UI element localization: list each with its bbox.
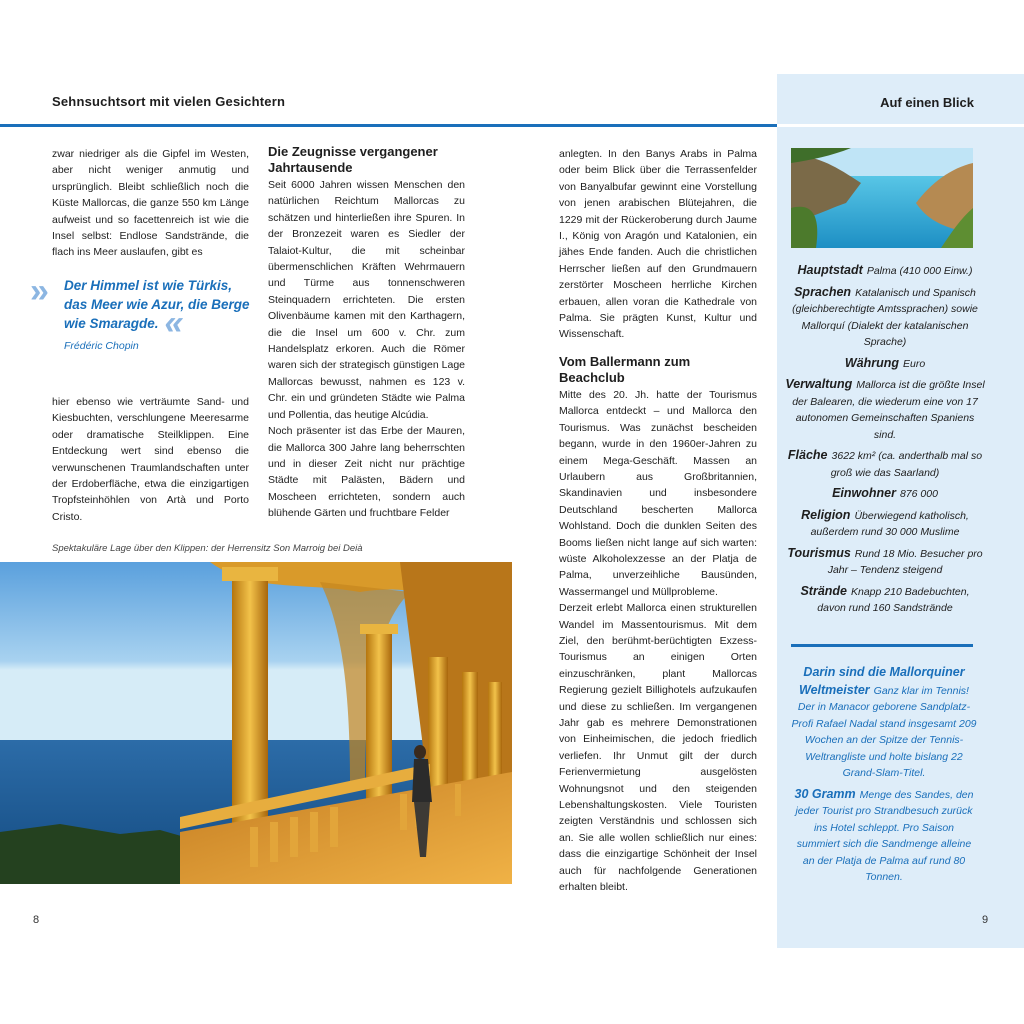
terrace-photo: [0, 562, 512, 884]
column-1-top: [52, 146, 249, 261]
fact-term: Strände: [800, 583, 847, 598]
fact-term: Tourismus: [787, 545, 851, 560]
body-paragraph: anlegten. In den Banys Arabs in Palma oder beim Blick über die Terrassenfelder von Banyalbufar gewinnt eine Vorstellung von jenen arabischen Blütejahren, die 1229 mit der Rückeroberung durch Jaume I., König von Aragón und Katalonien, ein jähes Ende fanden. Auch die christlichen Herrscher ließen auf den Grundmauern zerstörter Moscheen herrliche Kirchen erbauen, allen voran die Kathedrale von Palma. Sie prägten Kunst, Kultur und Wissenschaft.: [559, 148, 757, 341]
body-paragraph: zwar niedriger als die Gipfel im Westen, aber nicht weniger anmutig und ursprünglich. Bleibt schließlich noch die Küste Mallorcas, die ganze 550 km Länge aufweist und so facettenreich ist wie die Insel selbst: Endlose Sandstrände, die flach ins Meer auslaufen, gibt es: [52, 148, 249, 259]
fact-term: Religion: [801, 507, 851, 522]
fact-text: Palma (410 000 Einw.): [866, 265, 973, 277]
bay-photo: [791, 148, 973, 248]
page-header-right: Auf einen Blick: [880, 95, 974, 110]
fact-text: Rund 18 Mio. Besucher pro Jahr – Tendenz steigend: [827, 547, 983, 576]
sidebar-header-rule: [777, 124, 1024, 127]
fact-item: [785, 284, 985, 351]
quote-open-mark: »: [30, 272, 43, 310]
section-heading: Die Zeugnisse vergangener Jahrtausende: [268, 144, 438, 175]
fact-item: [785, 447, 985, 481]
fact-text: Mallorca ist die größte Insel der Balearen, die wiederum eine von 17 autonomen Gemeinschaften Spaniens sind.: [792, 379, 985, 441]
fact-item: [785, 485, 985, 503]
page-number-right: 9: [982, 914, 989, 926]
fact-item: [785, 262, 985, 280]
fact-item: [785, 507, 985, 541]
body-paragraph: Derzeit erlebt Mallorca einen strukturellen Wandel im Massentourismus. Mit dem Ziel, den berühmt-berüchtigten Exzess-Tourismus an einigen Orten einzuschränken, plant Mallorcas Regierung gezielt Billighotels aufzukaufen und diese zu schließen. Im vergangenen Jahr gab es mehrere Demonstrationen von Einheimischen, die jedoch friedlich verliefen. Ihr Unmut gilt der durch Ferienvermietung ausgelösten Wohnungsnot und den steigenden Lebenshaltungskosten. Viele Touristen zeigten Verständnis und schlossen sich an. Sie alle wollen schließlich nur eines: dass die einzigartige Schönheit der Insel auch für nachfolgende Generationen erhalten bleibt.: [559, 602, 757, 894]
fact-item: [785, 583, 985, 617]
body-paragraph: hier ebenso wie verträumte Sand- und Kiesbuchten, verschlungene Meeresarme oder dramatische Steilklippen. Eine Entdeckung wert sind ebenso die verwunschenen Traumlandschaften unter der Erdoberfläche, etwa die einzigartigen Tropfsteinhöhlen von Artà und Porto Cristo.: [52, 396, 249, 523]
fact-term: Währung: [844, 355, 899, 370]
fact-item: [785, 355, 985, 373]
bonus-facts: [791, 664, 977, 890]
quote-text: Der Himmel ist wie Türkis, das Meer wie Azur, die Berge wie Smaragde.: [64, 278, 250, 331]
quote-author: Frédéric Chopin: [64, 340, 139, 352]
quote-text-block: [64, 276, 250, 342]
bonus-text: Ganz klar im Tennis! Der in Manacor geborene Sandplatz-Profi Rafael Nadal stand insgesamt 209 Wochen an der Spitze der Tennis-Weltrangliste und holte bislang 22 Grand-Slam-Titel.: [791, 684, 977, 779]
fact-term: Verwaltung: [785, 377, 853, 391]
fact-text: Euro: [902, 357, 926, 370]
body-paragraph: Noch präsenter ist das Erbe der Mauren, die Mallorca 300 Jahre lang beherrschten und in dieser Zeit nicht nur prächtige Städte mit Palästen, Bädern und Moscheen errichteten, sondern auch blühende Gärten und fruchtbare Felder: [268, 425, 465, 520]
fact-term: Hauptstadt: [797, 263, 863, 277]
quote-close-mark: «: [164, 304, 178, 342]
column-2: [268, 144, 465, 522]
fact-term: Fläche: [787, 448, 828, 462]
bonus-term: 30 Gramm: [794, 786, 856, 801]
facts-list: [785, 262, 985, 621]
bonus-term: Darin sind die Mallorquiner Weltmeister: [799, 665, 965, 697]
sidebar-divider: [791, 644, 973, 647]
fact-item: [785, 376, 985, 443]
fact-term: Einwohner: [832, 486, 896, 500]
column-3: [559, 146, 757, 895]
page-header-left: Sehnsuchtsort mit vielen Gesichtern: [52, 94, 286, 109]
fact-text: Katalanisch und Spanisch (gleichberechtigte Amtssprachen) sowie Mallorquí (Dialekt der katalanischen Sprache): [792, 286, 978, 348]
section-heading: Vom Ballermann zum Beachclub: [559, 353, 691, 385]
body-paragraph: Mitte des 20. Jh. hatte der Tourismus Mallorca entdeckt – und Mallorca den Tourismus. Was zunächst bescheiden begann, wurde in den 1960er-Jahren zu einem Mega-Geschäft. Massen an Urlaubern aus Großbritannien, Skandinavien und insbesondere Deutschland bescherten Mallorca Wohlstand. Doch die dunklen Seiten des Booms ließen nicht lange auf sich warten: wüste Alkoholexzesse an der Platja de Palma, unverzeihliche Bausünden, Wassermangel und Müllprobleme.: [559, 388, 757, 598]
fact-text: 876 000: [899, 488, 938, 500]
bonus-text: Menge des Sandes, den jeder Tourist pro Strandbesuch zurück ins Hotel schleppt. Pro Saison summiert sich die Sandmenge alleine an der Platja de Palma auf rund 80 Tonnen.: [795, 788, 974, 883]
photo-caption: Spektakuläre Lage über den Klippen: der Herrensitz Son Marroig bei Deià: [52, 543, 363, 554]
column-1-bottom: [52, 394, 249, 525]
page-number-left: 8: [33, 914, 40, 926]
header-rule: [0, 124, 777, 127]
fact-text: 3622 km² (ca. anderthalb mal so groß wie das Saarland): [830, 450, 983, 479]
body-paragraph: Seit 6000 Jahren wissen Menschen den natürlichen Reichtum Mallorcas zu schätzen und hinterließen ihre Spuren. In der Bronzezeit waren es Siedler der Talaiot-Kultur, die mit scheinbar übermenschlichen Kräften Wehrmauern und Türme aus tonnenschweren Steinquadern errichteten. Die ersten Olivenbäume kamen mit den Karthagern, die die Insel um 600 v. Chr. zum Handelsplatz erkoren. Auch die Römer waren sich der strategisch günstigen Lage Mallorcas bewusst, nahmen es 123 v. Chr. ein und gründeten Städte wie Palma und Pollentia, das heutige Alcúdia.: [268, 179, 465, 421]
bonus-item: [791, 786, 977, 886]
fact-term: Sprachen: [794, 284, 852, 299]
fact-item: [785, 545, 985, 579]
fact-sidebar: [777, 74, 1024, 948]
fact-text: Überwiegend katholisch, außerdem rund 30 000 Muslime: [810, 509, 969, 538]
bonus-item: [791, 664, 977, 782]
pull-quote: [30, 272, 250, 352]
fact-text: Knapp 210 Badebuchten, davon rund 160 Sandstrände: [817, 585, 970, 614]
